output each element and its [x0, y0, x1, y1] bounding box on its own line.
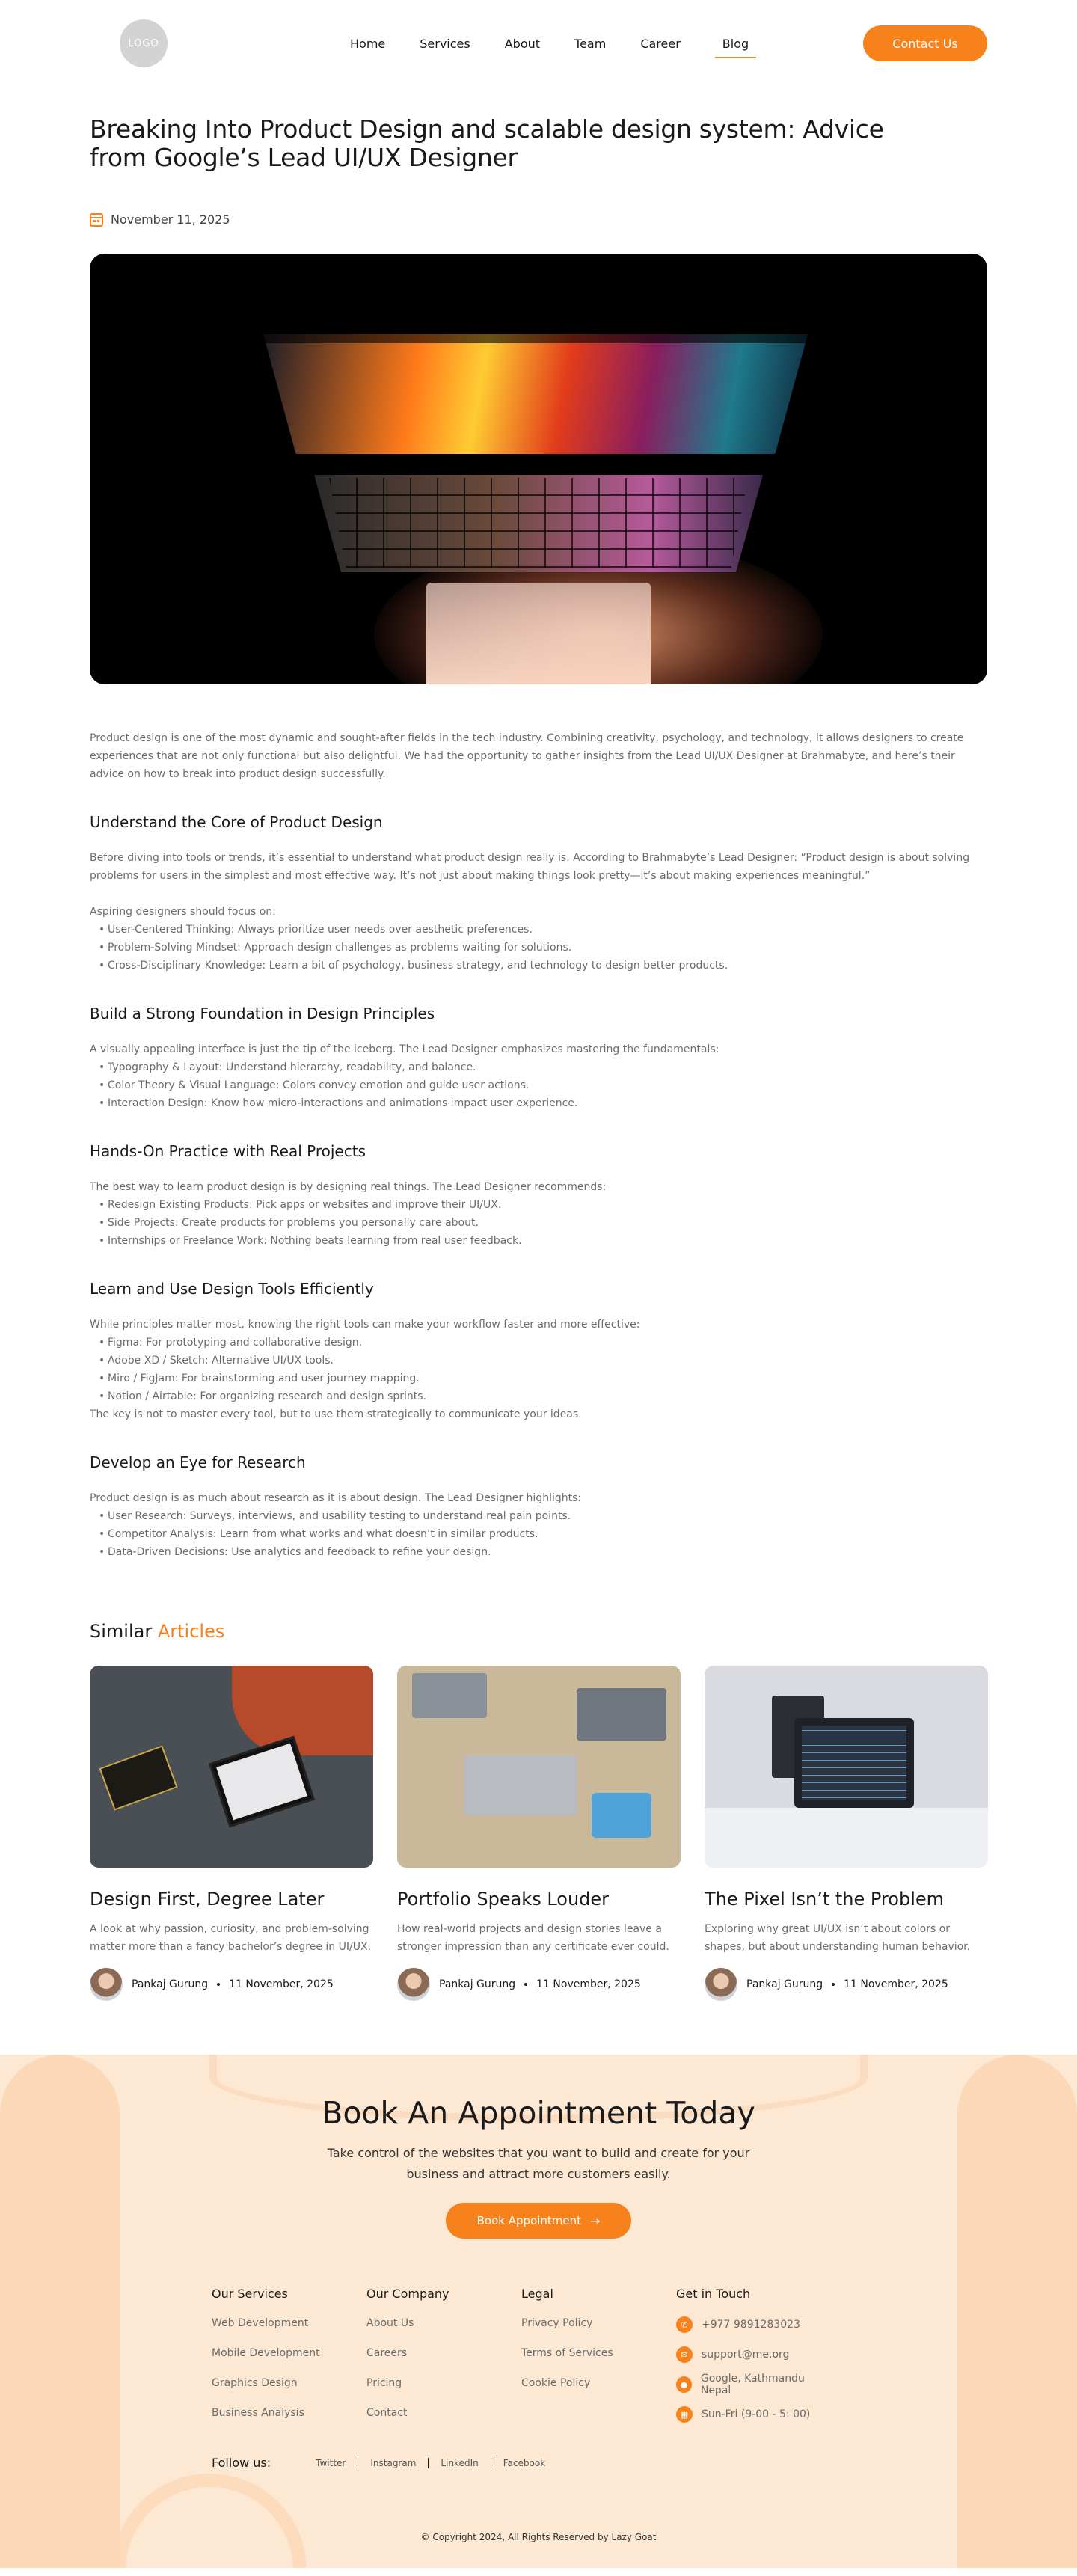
footer-col-services	[212, 2287, 366, 2437]
bullet-item: • Redesign Existing Products: Pick apps or websites and improve their UI/UX.	[99, 1196, 987, 1214]
bullet-item: • Interaction Design: Know how micro-interactions and animations impact user experience.	[99, 1094, 987, 1112]
bullet-item: • Cross-Disciplinary Knowledge: Learn a bit of psychology, business strategy, and technology to design better products.	[99, 957, 987, 975]
card-date: 11 November, 2025	[844, 1978, 948, 1990]
hero-image	[90, 254, 987, 684]
similar-title-accent: Articles	[157, 1621, 225, 1642]
section-lead: Aspiring designers should focus on:	[90, 906, 276, 918]
bullet-item: • Typography & Layout: Understand hierarchy, readability, and balance.	[99, 1058, 987, 1076]
card-title[interactable]: Portfolio Speaks Louder	[397, 1889, 610, 1910]
section-heading: Build a Strong Foundation in Design Principles	[90, 1005, 435, 1022]
footer-col-heading: Get in Touch	[676, 2287, 751, 2301]
section-heading: Hands-On Practice with Real Projects	[90, 1142, 366, 1160]
bullet-item: • Adobe XD / Sketch: Alternative UI/UX tools.	[99, 1352, 987, 1370]
section-lead: A visually appealing interface is just the tip of the iceberg. The Lead Designer emphasizes mastering the fundamentals:	[90, 1043, 719, 1055]
nav-blog[interactable]: Blog	[715, 32, 756, 55]
section-bullets	[90, 1058, 987, 1112]
laptop-keys	[329, 478, 748, 568]
book-appointment-label: Book Appointment	[476, 2214, 581, 2227]
similar-articles	[0, 1621, 1077, 2001]
article-date-row	[90, 212, 987, 227]
phone-icon: ✆	[676, 2316, 693, 2333]
avatar	[705, 1968, 737, 2001]
laptop-menubar	[263, 334, 808, 343]
follow-us-row	[212, 2456, 557, 2470]
article	[0, 115, 1077, 1561]
footer-link[interactable]: Web Development	[212, 2317, 309, 2329]
bullet-item: • User Research: Surveys, interviews, and usability testing to understand real pain points.	[99, 1507, 987, 1525]
contact-email[interactable]	[676, 2347, 831, 2362]
section-lead: The best way to learn product design is by designing real things. The Lead Designer recommends:	[90, 1181, 607, 1193]
contact-hours-text: Sun-Fri (9-00 - 5: 00)	[702, 2408, 811, 2420]
appointment-title: Book An Appointment Today	[322, 2095, 755, 2131]
article-title: Breaking Into Product Design and scalable design system: Advice from Google’s Lead UI/UX Designer	[90, 114, 884, 172]
bullet-item: • Miro / FigJam: For brainstorming and user journey mapping.	[99, 1370, 987, 1387]
card-date: 11 November, 2025	[229, 1978, 334, 1990]
nav-career[interactable]: Career	[640, 36, 681, 51]
author-name: Pankaj Gurung	[746, 1978, 823, 1990]
footer-col-heading: Legal	[521, 2287, 553, 2301]
calendar-icon: ▦	[676, 2406, 693, 2423]
card-description: Exploring why great UI/UX isn’t about colors or shapes, but about understanding human behavior.	[705, 1923, 971, 1953]
bullet-item: • User-Centered Thinking: Always prioritize user needs over aesthetic preferences.	[99, 921, 987, 939]
footer-col-company	[366, 2287, 521, 2437]
footer-col-heading: Our Services	[212, 2287, 288, 2301]
footer-link[interactable]: About Us	[366, 2317, 414, 2329]
card-title[interactable]: Design First, Degree Later	[90, 1889, 325, 1910]
section-bullets	[90, 921, 987, 975]
calendar-icon	[90, 213, 103, 227]
article-card[interactable]	[397, 1666, 681, 2001]
footer-link[interactable]: Business Analysis	[212, 2407, 304, 2419]
nav-team[interactable]: Team	[574, 36, 607, 51]
contact-us-button[interactable]: Contact Us	[863, 25, 987, 61]
social-instagram[interactable]: Instagram	[358, 2458, 429, 2468]
copyright: © Copyright 2024, All Rights Reserved by Lazy Goat	[420, 2532, 657, 2542]
contact-location-text: Google, Kathmandu Nepal	[700, 2373, 805, 2396]
section-bullets	[90, 1196, 987, 1250]
footer-link[interactable]: Mobile Development	[212, 2347, 320, 2359]
arrow-right-icon: →	[589, 2213, 601, 2228]
site-footer	[0, 2055, 1077, 2568]
card-author-row	[397, 1968, 681, 2001]
section-heading: Learn and Use Design Tools Efficiently	[90, 1280, 374, 1298]
section-paragraph: Before diving into tools or trends, it’s essential to understand what product design really is. According to Brahmabyte’s Lead Designer: “Product design is about solving problems for users in the simplest and most effective way. It’s not just about making things look pretty—it’s about making experiences meaningful.”	[90, 852, 970, 882]
book-appointment-button[interactable]	[446, 2203, 632, 2239]
contact-phone[interactable]	[676, 2317, 831, 2332]
article-cards	[90, 1666, 987, 2001]
bullet-item: • Competitor Analysis: Learn from what works and what doesn’t in similar products.	[99, 1525, 987, 1543]
bullet-item: • Internships or Freelance Work: Nothing beats learning from real user feedback.	[99, 1232, 987, 1250]
nav-services[interactable]: Services	[420, 36, 470, 51]
section-bullets	[90, 1507, 987, 1561]
nav-home[interactable]: Home	[350, 36, 386, 51]
footer-col-heading: Our Company	[366, 2287, 449, 2301]
footer-col-contact	[676, 2287, 831, 2437]
card-author-row	[705, 1968, 988, 2001]
contact-location	[676, 2373, 831, 2396]
footer-link[interactable]: Privacy Policy	[521, 2317, 593, 2329]
footer-link[interactable]: Terms of Services	[521, 2347, 613, 2359]
section-lead: Product design is as much about research as it is about design. The Lead Designer highlights:	[90, 1492, 582, 1504]
follow-us-label: Follow us:	[212, 2456, 271, 2470]
bullet-item: • Side Projects: Create products for problems you personally care about.	[99, 1214, 987, 1232]
bullet-item: • Problem-Solving Mindset: Approach design challenges as problems waiting for solutions.	[99, 939, 987, 957]
social-twitter[interactable]: Twitter	[304, 2458, 358, 2468]
logo[interactable]: LOGO	[120, 19, 168, 67]
avatar	[90, 1968, 123, 2001]
footer-link[interactable]: Pricing	[366, 2377, 402, 2389]
card-title[interactable]: The Pixel Isn’t the Problem	[705, 1889, 945, 1910]
main-nav	[350, 0, 756, 87]
separator-dot	[217, 1983, 220, 1986]
article-date: November 11, 2025	[111, 212, 230, 227]
footer-link[interactable]: Graphics Design	[212, 2377, 298, 2389]
bullet-item: • Color Theory & Visual Language: Colors convey emotion and guide user actions.	[99, 1076, 987, 1094]
bullet-item: • Figma: For prototyping and collaborative design.	[99, 1334, 987, 1352]
footer-link[interactable]: Careers	[366, 2347, 408, 2359]
section-bullets	[90, 1334, 987, 1405]
card-description: A look at why passion, curiosity, and problem-solving matter more than a fancy bachelor’s degree in UI/UX.	[90, 1923, 371, 1953]
footer-columns	[212, 2287, 831, 2437]
contact-hours	[676, 2407, 831, 2422]
author-name: Pankaj Gurung	[132, 1978, 209, 1990]
section-heading: Develop an Eye for Research	[90, 1453, 306, 1471]
card-date: 11 November, 2025	[536, 1978, 641, 1990]
similar-title-plain: Similar	[90, 1621, 153, 1642]
footer-link[interactable]: Contact	[366, 2407, 408, 2419]
card-image[interactable]	[397, 1666, 681, 1868]
location-icon: ●	[676, 2376, 692, 2393]
social-linkedin[interactable]: LinkedIn	[429, 2458, 491, 2468]
section-lead: While principles matter most, knowing the right tools can make your workflow faster and more effective:	[90, 1319, 640, 1331]
card-image[interactable]	[90, 1666, 373, 1868]
section-trailing: The key is not to master every tool, but to use them strategically to communicate your ideas.	[90, 1408, 582, 1420]
author-name: Pankaj Gurung	[439, 1978, 516, 1990]
card-author-row	[90, 1968, 373, 2001]
section-heading: Understand the Core of Product Design	[90, 813, 383, 831]
footer-col-legal	[521, 2287, 676, 2437]
similar-articles-title	[90, 1621, 987, 1642]
site-header	[0, 0, 1077, 87]
mail-icon: ✉	[676, 2346, 693, 2363]
bullet-item: • Data-Driven Decisions: Use analytics and feedback to refine your design.	[99, 1543, 987, 1561]
nav-about[interactable]: About	[504, 36, 541, 51]
article-card[interactable]	[90, 1666, 373, 2001]
avatar	[397, 1968, 430, 2001]
laptop-screen	[263, 334, 808, 454]
appointment-cta	[0, 2055, 1077, 2239]
bullet-item: • Notion / Airtable: For organizing research and design sprints.	[99, 1387, 987, 1405]
article-card[interactable]	[705, 1666, 988, 2001]
footer-decor-swirl	[112, 2474, 307, 2568]
social-facebook[interactable]: Facebook	[503, 2457, 546, 2468]
appointment-subtitle: Take control of the websites that you want to build and create for your business and attract more customers easily.	[327, 2146, 750, 2181]
article-intro: Product design is one of the most dynamic and sought-after fields in the tech industry. Combining creativity, psychology, and technology, it allows designers to create experiences that are not only functional but also delightful. We had the opportunity to gather insights from the Lead UI/UX Designer at Brahmabyte, and here’s their advice on how to break into product design successfully.	[90, 732, 964, 780]
card-image[interactable]	[705, 1666, 988, 1868]
contact-phone-text: +977 9891283023	[702, 2319, 800, 2331]
footer-link[interactable]: Cookie Policy	[521, 2377, 591, 2389]
card-description: How real-world projects and design stories leave a stronger impression than any certificate ever could.	[397, 1923, 669, 1953]
article-body	[90, 729, 987, 1561]
contact-email-text: support@me.org	[702, 2349, 790, 2361]
laptop-trackpad	[426, 583, 651, 684]
separator-dot	[524, 1983, 527, 1986]
separator-dot	[832, 1983, 835, 1986]
